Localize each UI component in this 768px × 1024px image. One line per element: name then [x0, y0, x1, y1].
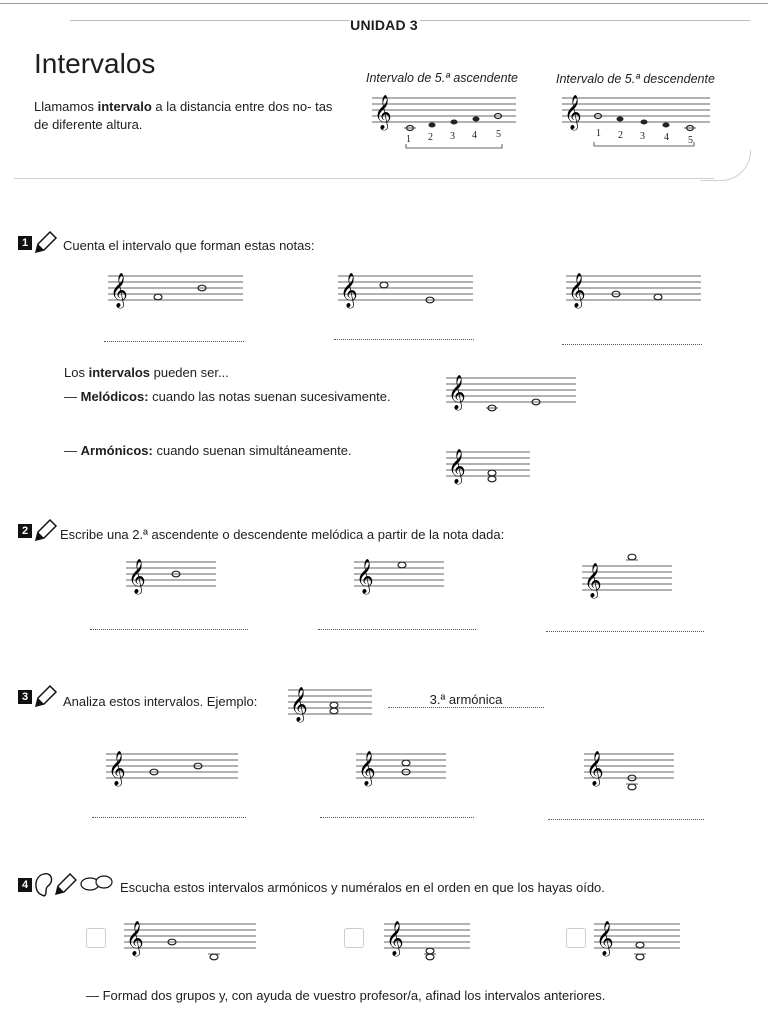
scale-degree: 5: [688, 135, 693, 146]
treble-clef-icon: 𝄞: [586, 751, 604, 786]
pencil-icon: [32, 230, 58, 256]
scale-degree: 1: [596, 128, 601, 139]
melodic-definition: — Melódicos: cuando las notas suenan sucesivamente.: [64, 389, 391, 404]
note-whole: [488, 470, 496, 476]
example-ascending-label: Intervalo de 5.ª ascendente: [366, 71, 518, 85]
note-whole: [628, 554, 636, 560]
answer-line[interactable]: [104, 340, 244, 342]
staff-ex3-a: [106, 748, 246, 798]
scale-degree: 4: [472, 130, 477, 141]
staff-example-ascending: [370, 92, 520, 152]
example-descending-label: Intervalo de 5.ª descendente: [556, 72, 715, 86]
answer-line[interactable]: [546, 630, 704, 632]
treble-clef-icon: 𝄞: [448, 375, 466, 410]
staff-ex4-c: [594, 918, 694, 968]
treble-clef-icon: 𝄞: [108, 751, 126, 786]
answer-line[interactable]: [90, 628, 248, 630]
exercise-number: 4: [18, 878, 32, 892]
note-quarter: [663, 123, 670, 128]
note-quarter: [429, 123, 436, 128]
scale-degree: 2: [618, 130, 623, 141]
note-quarter: [617, 117, 624, 122]
treble-clef-icon: 𝄞: [564, 95, 582, 130]
scale-degree: 1: [406, 134, 411, 145]
types-intro: Los intervalos pueden ser...: [64, 365, 229, 380]
staff-ex4-a: [124, 918, 264, 968]
top-rule: [0, 3, 768, 4]
header-box-bottom: [14, 178, 714, 179]
note-quarter: [451, 120, 458, 125]
treble-clef-icon: 𝄞: [356, 559, 374, 594]
pencil-icon: [32, 684, 58, 710]
exercise-number: 2: [18, 524, 32, 538]
exercise-2-icon: [18, 518, 60, 546]
note-whole: [636, 954, 644, 960]
intro-text: Llamamos intervalo a la distancia entre dos no- tas de diferente altura.: [34, 99, 333, 132]
exercise-number: 3: [18, 690, 32, 704]
answer-line[interactable]: [562, 343, 702, 345]
scale-degree: 3: [640, 131, 645, 142]
answer-line[interactable]: [320, 816, 474, 818]
exercise-4-instruction: Escucha estos intervalos armónicos y numéralos en el orden en que los hayas oído.: [120, 880, 605, 895]
treble-clef-icon: 𝄞: [126, 921, 144, 956]
exercise-3-instruction: Analiza estos intervalos. Ejemplo:: [63, 694, 258, 709]
note-whole: [330, 702, 338, 708]
bracket: [406, 144, 502, 148]
exercise-4-icon: [18, 870, 114, 900]
treble-clef-icon: 𝄞: [584, 563, 602, 598]
note-whole: [402, 760, 410, 766]
treble-clef-icon: 𝄞: [386, 921, 404, 956]
note-whole: [426, 948, 434, 954]
exercise-3-icon: [18, 684, 60, 712]
example-answer: 3.ª armónica: [388, 692, 544, 708]
staff-ex1-a: [108, 270, 248, 320]
note-whole: [426, 954, 434, 960]
staff-ex2-c: [582, 556, 682, 606]
note-whole: [380, 282, 388, 288]
staff-ex1-c: [566, 270, 706, 320]
staff-ex2-b: [354, 556, 454, 606]
note-whole: [654, 294, 662, 300]
staff-ex1-b: [338, 270, 478, 320]
answer-line[interactable]: [334, 338, 474, 340]
scale-degree: 2: [428, 132, 433, 143]
staff-melodic-example: [446, 372, 586, 422]
order-checkbox[interactable]: [344, 928, 364, 948]
scale-degree: 5: [496, 129, 501, 140]
note-whole: [210, 954, 218, 960]
note-whole: [628, 784, 636, 790]
header-box-corner: [700, 150, 751, 181]
scale-degree: 3: [450, 131, 455, 142]
exercise-1-instruction: Cuenta el intervalo que forman estas notas:: [63, 238, 315, 253]
note-quarter: [473, 117, 480, 122]
staff-ex3-c: [584, 748, 684, 798]
exercise-1-icon: [18, 230, 60, 258]
ear-pencil-speech-icon: [32, 870, 114, 900]
page-title: Intervalos: [34, 48, 156, 79]
closing-instruction: — Formad dos grupos y, con ayuda de vuestro profesor/a, afinad los intervalos anteriores.: [86, 988, 606, 1003]
treble-clef-icon: 𝄞: [596, 921, 614, 956]
note-whole: [330, 708, 338, 714]
answer-line[interactable]: [318, 628, 476, 630]
staff-ex4-b: [384, 918, 484, 968]
scale-degree: 4: [664, 132, 669, 143]
treble-clef-icon: 𝄞: [110, 273, 128, 308]
treble-clef-icon: 𝄞: [358, 751, 376, 786]
unit-label: UNIDAD 3: [350, 17, 418, 33]
harmonic-definition: — Armónicos: cuando suenan simultáneamente.: [64, 443, 352, 458]
staff-ex3-example: [288, 684, 378, 730]
treble-clef-icon: 𝄞: [448, 449, 466, 484]
staff-harmonic-example: [446, 446, 536, 492]
treble-clef-icon: 𝄞: [290, 687, 308, 722]
treble-clef-icon: 𝄞: [374, 95, 392, 130]
note-whole: [488, 476, 496, 482]
answer-line[interactable]: [548, 818, 704, 820]
exercise-2-instruction: Escribe una 2.ª ascendente o descendente melódica a partir de la nota dada:: [60, 527, 505, 542]
note-quarter: [641, 120, 648, 125]
treble-clef-icon: 𝄞: [340, 273, 358, 308]
answer-line[interactable]: [92, 816, 246, 818]
bracket: [594, 142, 694, 146]
treble-clef-icon: 𝄞: [128, 559, 146, 594]
note-whole: [154, 294, 162, 300]
order-checkbox[interactable]: [86, 928, 106, 948]
note-whole: [636, 942, 644, 948]
pencil-icon: [32, 518, 58, 544]
treble-clef-icon: 𝄞: [568, 273, 586, 308]
note-whole: [398, 562, 406, 568]
order-checkbox[interactable]: [566, 928, 586, 948]
staff-ex2-a: [126, 556, 226, 606]
staff-ex3-b: [356, 748, 456, 798]
exercise-number: 1: [18, 236, 32, 250]
